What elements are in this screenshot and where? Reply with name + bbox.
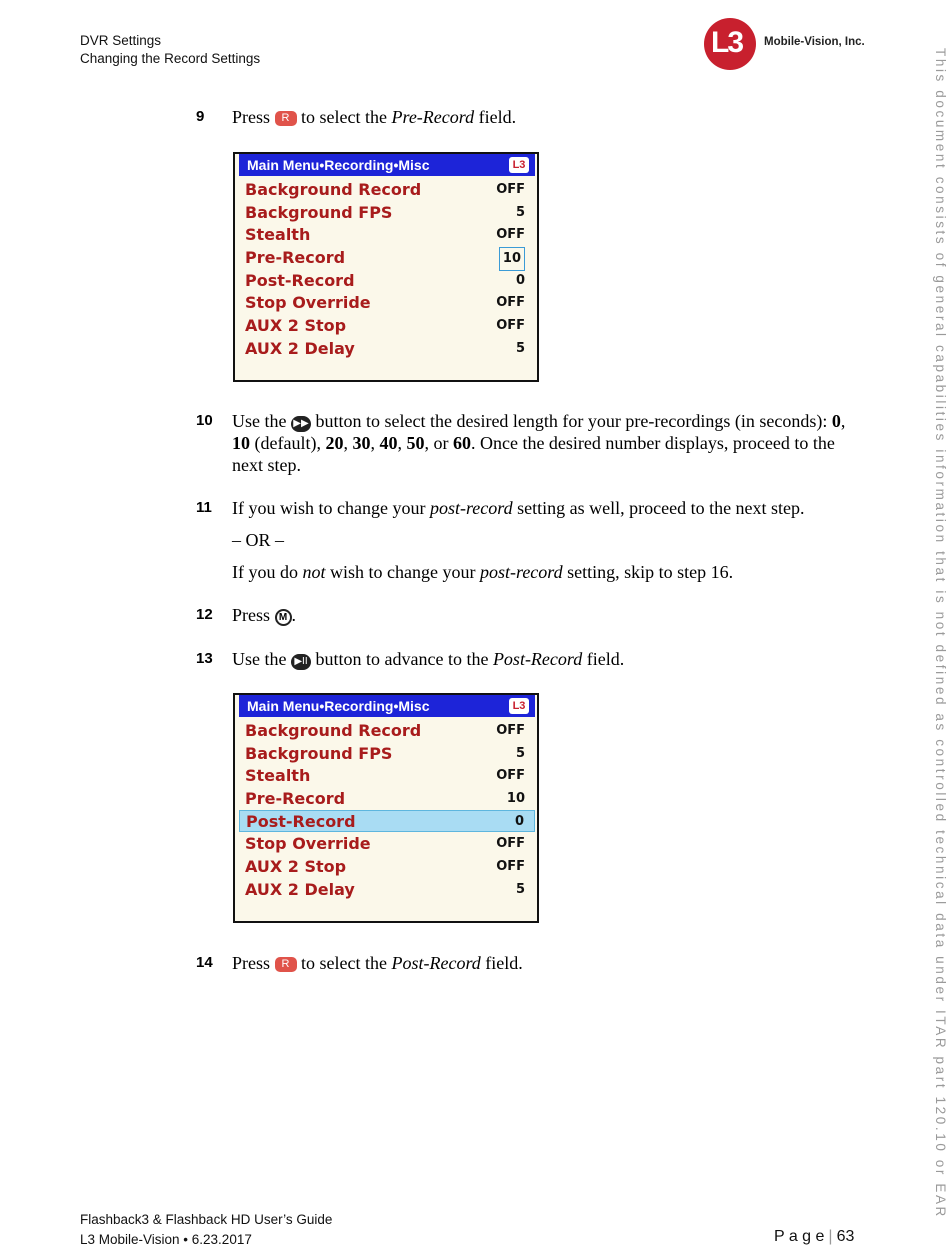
or-separator: – OR –: [232, 530, 285, 550]
l3-badge-icon: L3: [509, 698, 529, 714]
l3-badge-icon: L3: [509, 157, 529, 173]
selected-value-box: 10: [499, 247, 525, 271]
menu-row: AUX 2 Stop OFF: [245, 316, 525, 335]
footer-company-date: L3 Mobile-Vision • 6.23.2017: [80, 1232, 252, 1247]
step-text: Press M .: [232, 605, 297, 625]
step-text: Use the ▶▶ button to select the desired length for your pre-recordings (in seconds): 0, 10 (default), 20, 30, 40, 50, or 60. Once the desired number displays, proceed to the next step.: [232, 411, 846, 475]
step-11: [196, 497, 866, 519]
running-header: [80, 32, 260, 68]
fast-forward-button-icon: ▶▶: [291, 416, 311, 432]
company-logo: [704, 16, 874, 70]
step-9: [196, 106, 866, 128]
step-number: 13: [196, 650, 213, 667]
menu-row: AUX 2 Delay 5: [245, 339, 525, 358]
step-number: 10: [196, 412, 213, 429]
menu-row: Background FPS 5: [245, 203, 525, 222]
menu-row: AUX 2 Stop OFF: [245, 857, 525, 876]
step-text: Use the ▶II button to advance to the Post-Record field.: [232, 649, 625, 669]
step-text: If you wish to change your post-record setting as well, proceed to the next step.: [232, 498, 805, 518]
menu-row: Background Record OFF: [245, 180, 525, 199]
menu-row: Stop Override OFF: [245, 293, 525, 312]
header-subsection-title: Changing the Record Settings: [80, 51, 261, 66]
record-button-icon: R: [275, 111, 297, 126]
menu-row: Stealth OFF: [245, 766, 525, 785]
menu-row: Pre-Record 10: [245, 789, 525, 808]
step-text: Press R to select the Post-Record field.: [232, 953, 523, 973]
menu-button-icon: M: [275, 609, 292, 626]
step-13: [196, 648, 866, 670]
step-number: 11: [196, 499, 212, 516]
menu-row: Background Record OFF: [245, 721, 525, 740]
step-text: Press R to select the Pre-Record field.: [232, 107, 517, 127]
dvr-screen-pre-record: [233, 152, 539, 382]
step-number: 12: [196, 606, 213, 623]
header-section-title: DVR Settings: [80, 33, 162, 48]
step-11-alternative: If you do not wish to change your post-record setting, skip to step 16.: [232, 562, 734, 582]
step-number: 9: [196, 108, 205, 125]
page-number: P a g e | 63: [774, 1228, 855, 1245]
step-10: [196, 410, 866, 476]
menu-row: Stealth OFF: [245, 225, 525, 244]
play-pause-button-icon: ▶II: [291, 654, 311, 670]
step-number: 14: [196, 954, 213, 971]
footer-guide-title: Flashback3 & Flashback HD User’s Guide: [80, 1212, 333, 1227]
screen-title-bar: Main Menu•Recording•Misc L3: [239, 695, 535, 717]
menu-row: AUX 2 Delay 5: [245, 880, 525, 899]
dvr-screen-post-record: [233, 693, 539, 923]
l3-logo-icon: L3: [704, 18, 756, 70]
record-button-icon: R: [275, 957, 297, 972]
screen-title-bar: Main Menu•Recording•Misc L3: [239, 154, 535, 176]
step-12: [196, 604, 866, 626]
running-footer: [80, 1210, 332, 1250]
menu-row: Post-Record 0: [245, 271, 525, 290]
step-14: [196, 952, 866, 974]
menu-row-selected: Pre-Record 10: [239, 247, 535, 269]
menu-row: Stop Override OFF: [245, 834, 525, 853]
menu-row-highlighted: Post-Record 0: [239, 810, 535, 832]
menu-row: Background FPS 5: [245, 744, 525, 763]
company-name: Mobile-Vision, Inc.: [764, 36, 865, 48]
itar-notice: This document consists of general capabilities information that is not defined as controlled technical data under ITAR part 120.10 or EAR: [933, 48, 948, 1219]
